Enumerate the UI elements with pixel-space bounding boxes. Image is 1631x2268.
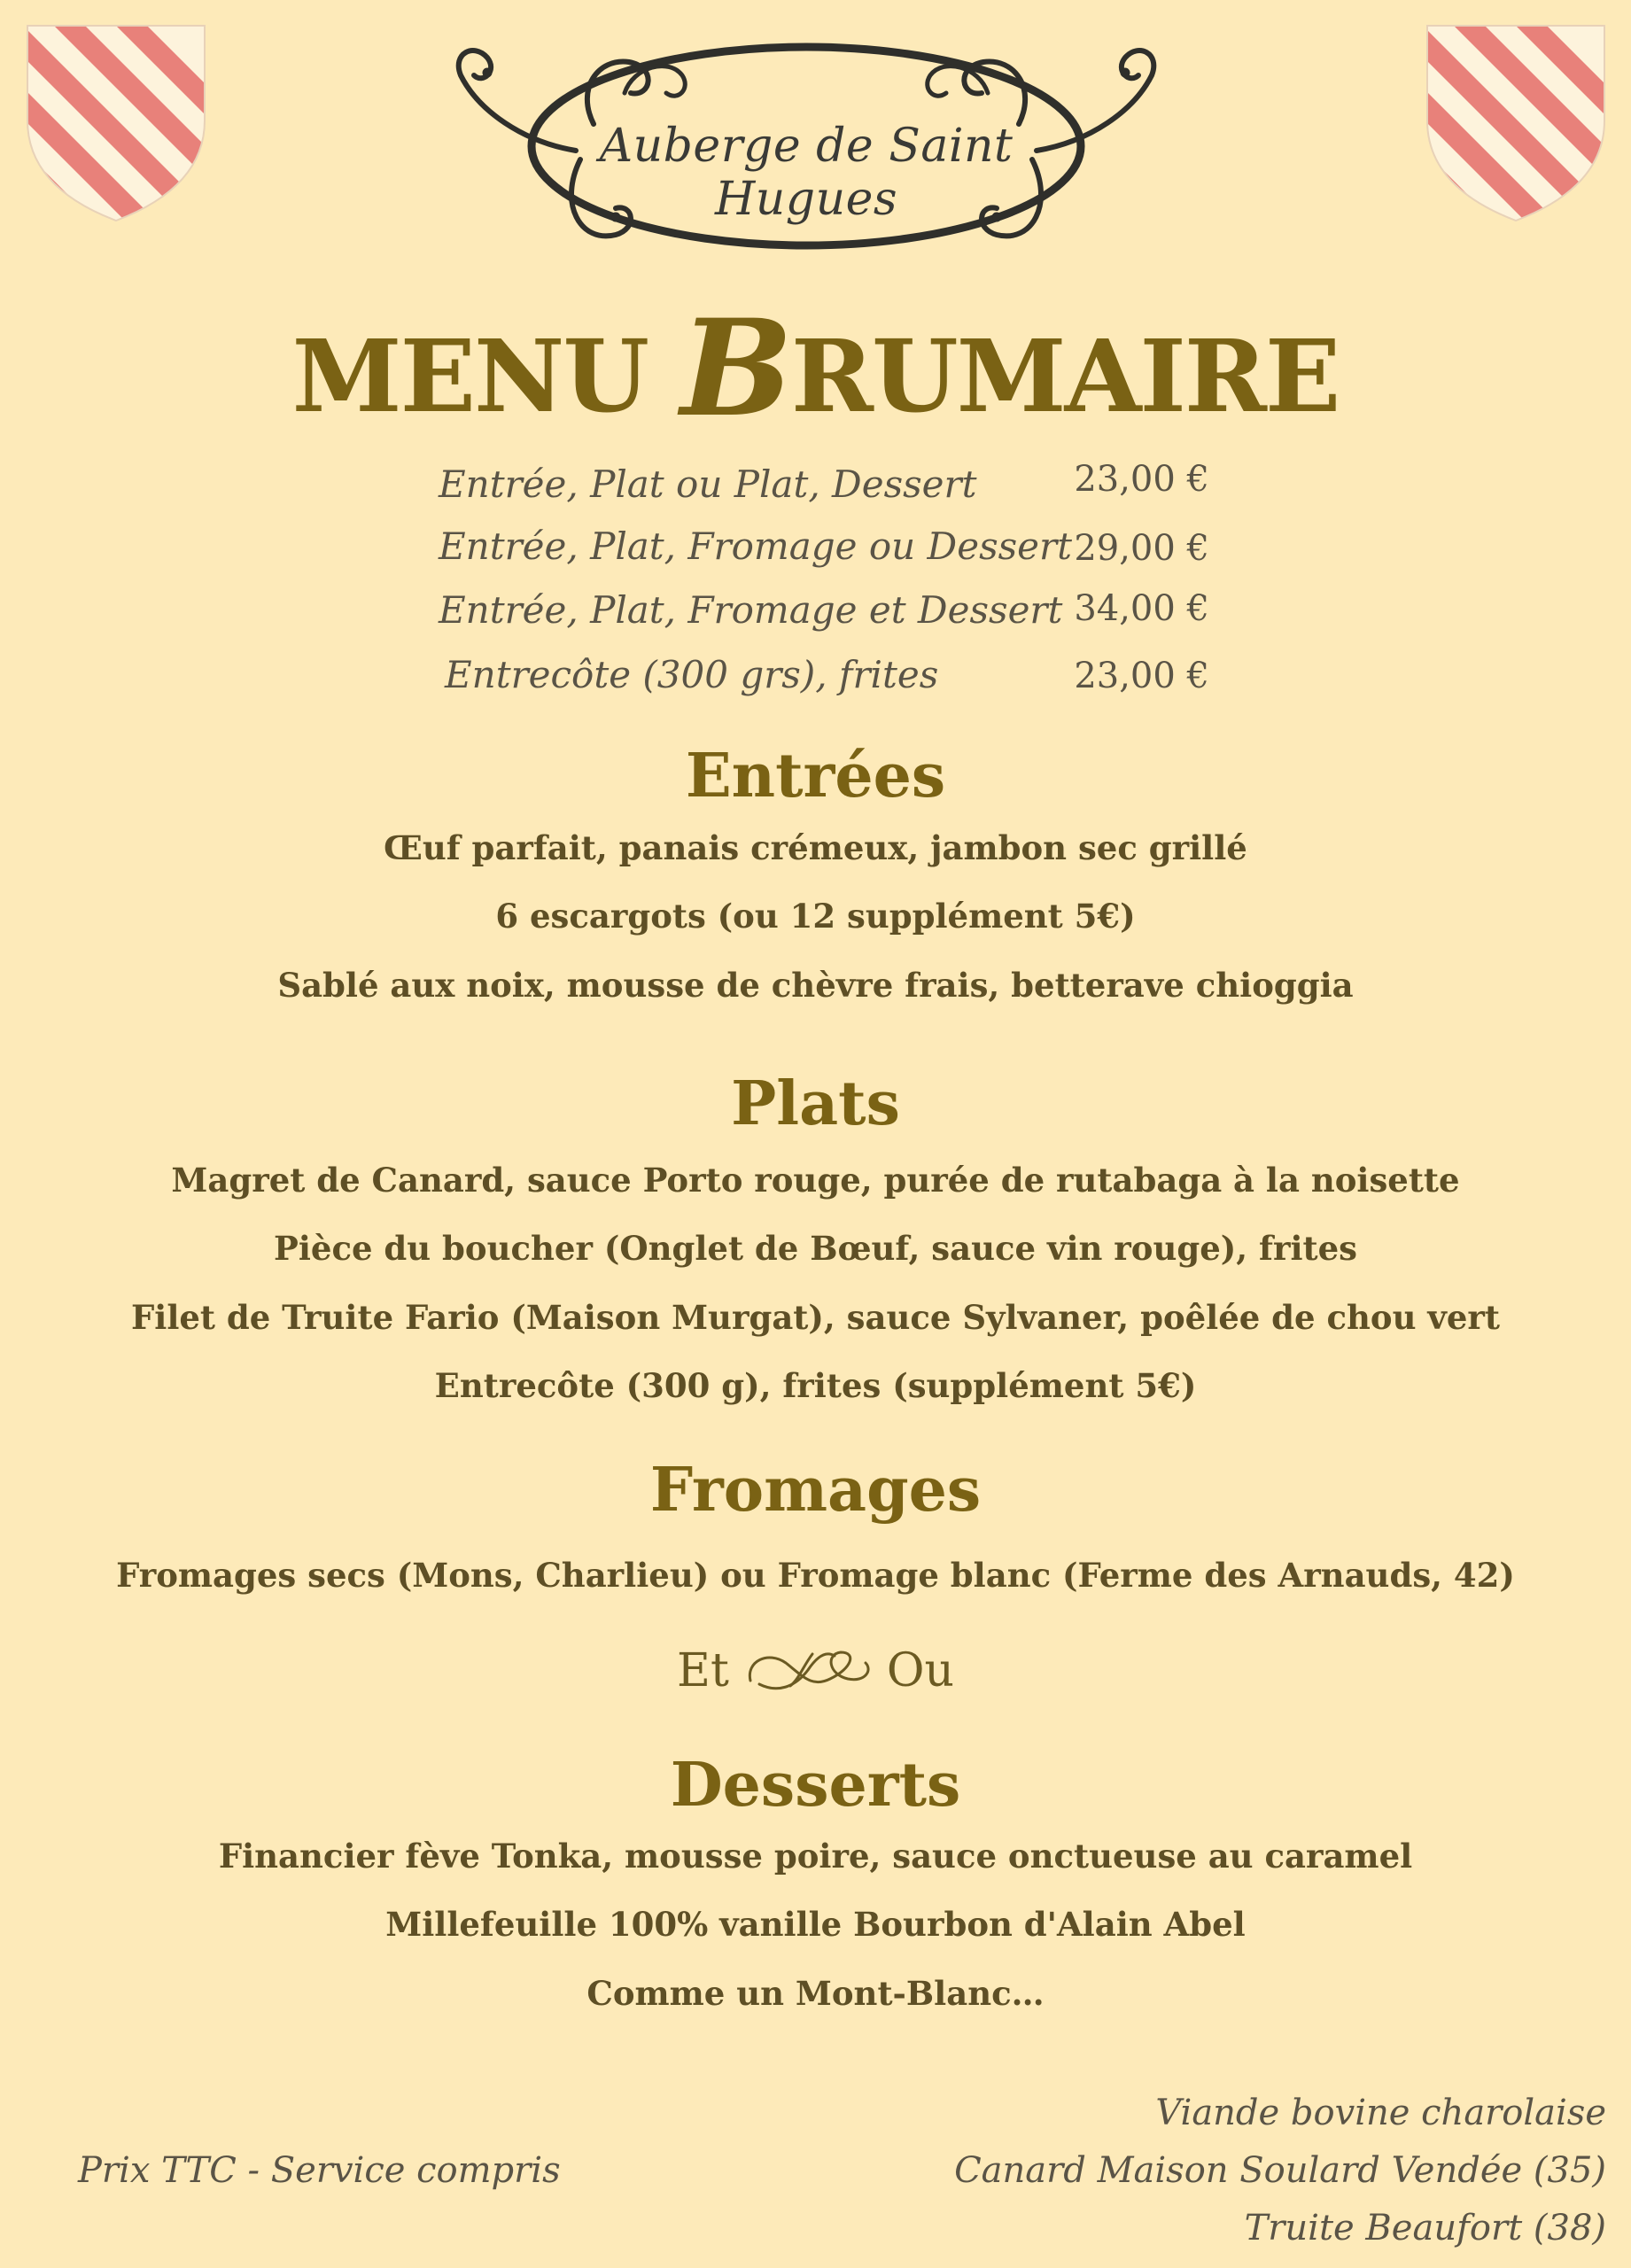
prices-note: Prix TTC - Service compris bbox=[78, 2150, 561, 2191]
origin-note: Canard Maison Soulard Vendée (35) bbox=[954, 2150, 1606, 2191]
origin-note: Truite Beaufort (38) bbox=[1244, 2208, 1606, 2249]
menu-title-name bbox=[680, 291, 1340, 447]
coat-of-arms-left-icon bbox=[25, 23, 207, 223]
formula-price: 29,00 € bbox=[1074, 528, 1209, 569]
section-title-fromages: Fromages bbox=[649, 1455, 982, 1526]
restaurant-name: Auberge de Saint Hugues bbox=[599, 120, 1014, 226]
formula-label: Entrée, Plat, Fromage et Dessert bbox=[439, 588, 1063, 632]
origin-note: Viande bovine charolaise bbox=[1155, 2093, 1606, 2133]
menu-title-initial: B bbox=[680, 291, 791, 447]
dish-item: Millefeuille 100% vanille Bourbon d'Alain Abel bbox=[385, 1905, 1246, 1944]
formula-label: Entrée, Plat, Fromage ou Dessert bbox=[439, 524, 1072, 568]
dish-item: 6 escargots (ou 12 supplément 5€) bbox=[495, 897, 1136, 936]
dish-item: Sablé aux noix, mousse de chèvre frais, betterave chioggia bbox=[277, 966, 1354, 1005]
et-ou-separator bbox=[0, 1643, 1631, 1697]
formula-label: Entrée, Plat ou Plat, Dessert bbox=[439, 462, 977, 506]
menu-title-rest: RUMAIRE bbox=[790, 319, 1340, 435]
dish-item: Fromages secs (Mons, Charlieu) ou Fromage blanc (Ferme des Arnauds, 42) bbox=[116, 1556, 1515, 1595]
section-title-entrees: Entrées bbox=[685, 741, 946, 812]
formula-label: Entrecôte (300 grs), frites bbox=[445, 653, 939, 696]
menu-title-word: MENU bbox=[291, 319, 649, 435]
formula-price: 23,00 € bbox=[1074, 656, 1209, 696]
dish-item: Comme un Mont-Blanc… bbox=[586, 1974, 1045, 2013]
section-title-plats: Plats bbox=[731, 1068, 900, 1139]
dish-item: Œuf parfait, panais crémeux, jambon sec grillé bbox=[384, 828, 1247, 867]
dish-item: Pièce du boucher (Onglet de Bœuf, sauce vin rouge), frites bbox=[274, 1229, 1357, 1268]
coat-of-arms-right-icon bbox=[1425, 23, 1607, 223]
formula-price: 34,00 € bbox=[1074, 588, 1209, 629]
dish-item: Magret de Canard, sauce Porto rouge, purée de rutabaga à la noisette bbox=[171, 1161, 1460, 1200]
section-title-desserts: Desserts bbox=[670, 1750, 961, 1821]
ou-label: Ou bbox=[886, 1644, 954, 1697]
et-label: Et bbox=[677, 1644, 729, 1697]
flourish-ornament-icon bbox=[742, 1643, 874, 1697]
formula-price: 23,00 € bbox=[1074, 459, 1209, 500]
dish-item: Financier fève Tonka, mousse poire, sauce onctueuse au caramel bbox=[218, 1837, 1413, 1876]
dish-item: Filet de Truite Fario (Maison Murgat), sauce Sylvaner, poêlée de chou vert bbox=[131, 1298, 1500, 1337]
dish-item: Entrecôte (300 g), frites (supplément 5€) bbox=[434, 1366, 1197, 1405]
menu-title bbox=[0, 291, 1631, 447]
